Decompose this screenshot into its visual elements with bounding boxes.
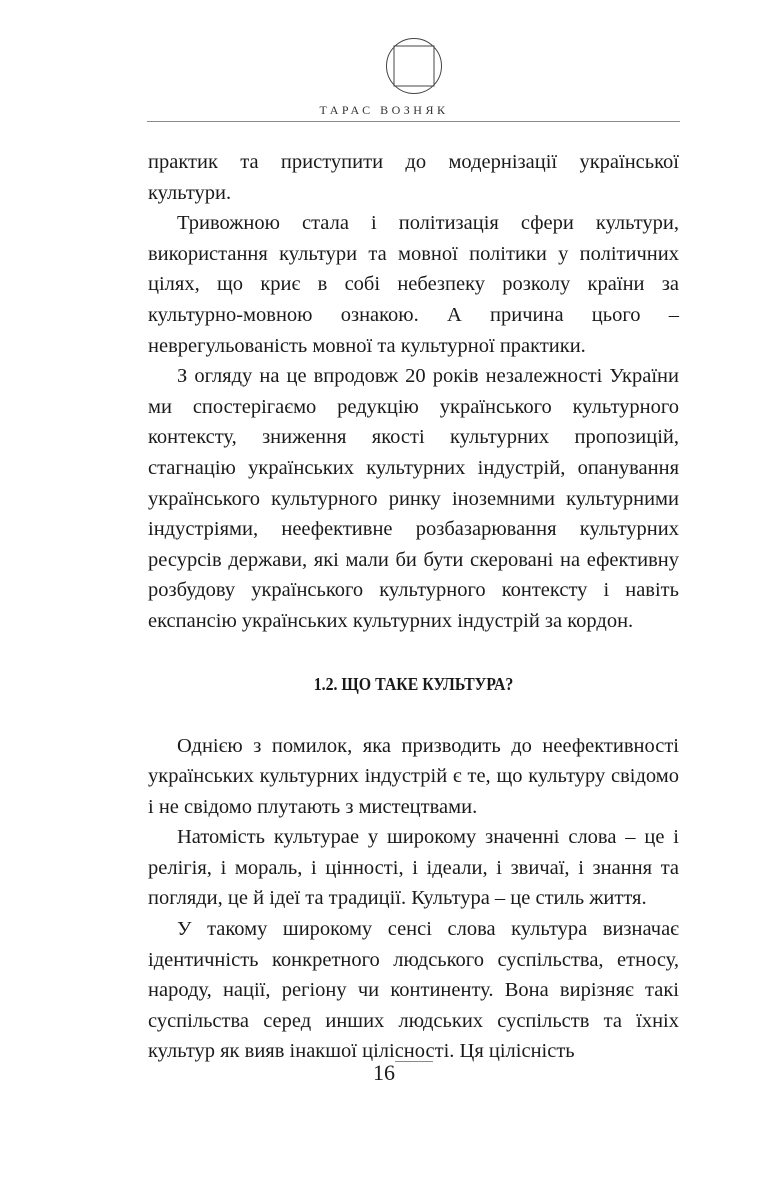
paragraph-6: У такому широкому сенсі слова культура визначає ідентичність конкретного людського суспільства, етносу, народу, нації, регіону чи континенту. Вона вирізняє такі суспільства серед инших людських суспільств та їхніх культур як вияв інакшої цілісності. Ця цілісність — [148, 918, 679, 1063]
paragraph-3: З огляду на це впродовж 20 років незалежності України ми спостерігаємо редукцію українського культурного контексту, зниження якості культурних пропозицій, стагнацію українських культурних індустрій, опанування українського культурного ринку іноземними культурними індустріями, неефективне розбазарювання культурних ресурсів держави, які мали би бути скеровані на ефективну розбудову українського культурного контексту і навіть експансію українських культурних індустрій за кордон. — [148, 365, 679, 632]
page-number: 16 — [373, 1060, 395, 1085]
circle-square-emblem-icon — [385, 37, 443, 95]
paragraph-4: Однією з помилок, яка призводить до неефективності українських культурних індустрій є те, що культуру свідомо і не свідомо плутають з мистецтвами. — [148, 734, 679, 818]
running-header-author: ТАРАС ВОЗНЯК — [319, 103, 449, 117]
section-heading: 1.2. ЩО ТАКЕ КУЛЬТУРА? — [313, 673, 514, 694]
paragraph-5: Натомість культурае у широкому значенні слова – це і релігія, і мораль, і цінності, і ідеали, і звичаї, і знання та погляди, це й ідеї та традиції. Культура – це стиль життя. — [148, 826, 679, 910]
paragraph-2: Тривожною стала і політизація сфери культури, використання культури та мовної політики у політичних цілях, що криє в собі небезпеку розколу країни за культурно-мовною ознакою. А причина цього – неврегульованість мовної та культурної практики. — [148, 212, 679, 357]
page-body — [148, 147, 679, 1067]
header-divider — [147, 121, 680, 122]
paragraph-1: практик та приступити до модернізації української культури. — [148, 151, 679, 204]
